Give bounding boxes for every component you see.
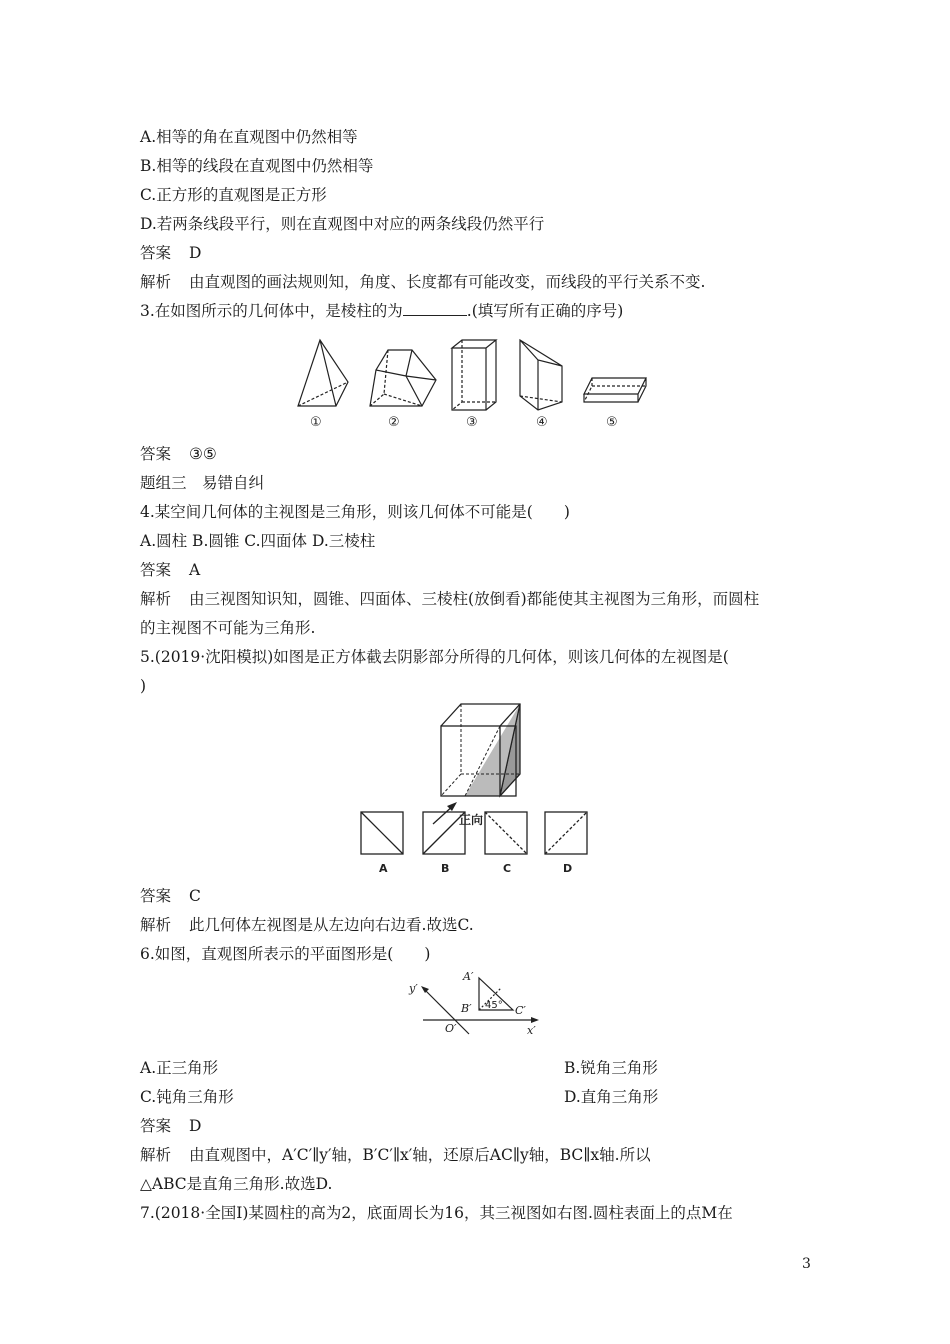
question-5-cont: ) bbox=[140, 677, 147, 695]
question-6: 6.如图，直观图所表示的平面图形是( ) bbox=[140, 945, 431, 963]
cube-figure bbox=[355, 700, 605, 880]
option-b: B.锐角三角形 bbox=[564, 1059, 658, 1077]
question-6-options-row2 bbox=[140, 1087, 659, 1107]
option-label-a: A bbox=[379, 862, 388, 875]
explanation-q2 bbox=[140, 272, 705, 292]
label-a-prime: A′ bbox=[463, 970, 474, 983]
option-d-line: D.若两条线段平行，则在直观图中对应的两条线段仍然平行 bbox=[140, 215, 545, 233]
option-a: A.正三角形 bbox=[140, 1059, 219, 1077]
direction-label: 正向 bbox=[459, 813, 484, 827]
explanation-q4-cont: 的主视图不可能为三角形. bbox=[140, 619, 316, 637]
solids-figure bbox=[290, 336, 660, 436]
group-heading: 题组三 易错自纠 bbox=[140, 474, 265, 492]
option-label-b: B bbox=[441, 862, 450, 875]
answer-value: ③⑤ bbox=[189, 445, 217, 463]
fig-label-5: ⑤ bbox=[606, 415, 618, 430]
explanation-q4 bbox=[140, 589, 759, 609]
question-4-options: A.圆柱 B.圆锥 C.四面体 D.三棱柱 bbox=[140, 532, 376, 550]
answer-label: 答案 bbox=[140, 887, 172, 905]
answer-q3 bbox=[140, 444, 217, 464]
explanation-q6-cont: △ABC是直角三角形.故选D. bbox=[140, 1175, 333, 1193]
explanation-text: 由直观图的画法规则知，角度、长度都有可能改变，而线段的平行关系不变. bbox=[189, 273, 706, 291]
label-o-prime: O′ bbox=[445, 1022, 457, 1035]
fig-label-1: ① bbox=[310, 415, 322, 430]
answer-label: 答案 bbox=[140, 561, 172, 579]
explanation-label: 解析 bbox=[140, 273, 172, 291]
question-7: 7.(2018·全国Ⅰ)某圆柱的高为2，底面周长为16，其三视图如右图.圆柱表面上的点M在 bbox=[140, 1204, 733, 1222]
answer-label: 答案 bbox=[140, 244, 172, 262]
answer-value: C bbox=[189, 887, 201, 905]
explanation-text: 由三视图知识知，圆锥、四面体、三棱柱(放倒看)都能使其主视图为三角形，而圆柱 bbox=[189, 590, 760, 608]
fig-label-3: ③ bbox=[466, 415, 478, 430]
option-b-line: B.相等的线段在直观图中仍然相等 bbox=[140, 157, 374, 175]
label-c-prime: C′ bbox=[515, 1004, 526, 1017]
explanation-q6 bbox=[140, 1145, 651, 1165]
question-3-text: 3.在如图所示的几何体中，是棱柱的为 bbox=[140, 302, 403, 320]
explanation-text: 由直观图中，A′C′∥y′轴，B′C′∥x′轴，还原后AC∥y轴，BC∥x轴.所以 bbox=[189, 1146, 651, 1164]
explanation-label: 解析 bbox=[140, 590, 172, 608]
answer-q2 bbox=[140, 243, 201, 263]
answer-label: 答案 bbox=[140, 1117, 172, 1135]
answer-q4 bbox=[140, 560, 200, 580]
answer-q6 bbox=[140, 1116, 201, 1136]
answer-value: D bbox=[189, 1117, 202, 1135]
answer-label: 答案 bbox=[140, 445, 172, 463]
angle-label: 45° bbox=[485, 1000, 503, 1011]
label-b-prime: B′ bbox=[461, 1002, 472, 1015]
question-4: 4.某空间几何体的主视图是三角形，则该几何体不可能是( ) bbox=[140, 503, 570, 521]
question-3-suffix: .(填写所有正确的序号) bbox=[466, 302, 624, 320]
question-3 bbox=[140, 301, 623, 321]
label-x-prime: x′ bbox=[527, 1024, 536, 1037]
page-number: 3 bbox=[802, 1256, 811, 1272]
question-6-options-row1 bbox=[140, 1058, 658, 1078]
oblique-figure bbox=[405, 966, 545, 1038]
explanation-q5 bbox=[140, 915, 474, 935]
answer-blank[interactable] bbox=[403, 301, 467, 316]
explanation-label: 解析 bbox=[140, 1146, 172, 1164]
option-label-c: C bbox=[503, 862, 512, 875]
option-d: D.直角三角形 bbox=[564, 1088, 659, 1106]
answer-q5 bbox=[140, 886, 201, 906]
answer-value: D bbox=[189, 244, 202, 262]
option-c-line: C.正方形的直观图是正方形 bbox=[140, 186, 327, 204]
fig-label-2: ② bbox=[388, 415, 400, 430]
explanation-label: 解析 bbox=[140, 916, 172, 934]
explanation-text: 此几何体左视图是从左边向右边看.故选C. bbox=[189, 916, 474, 934]
option-c: C.钝角三角形 bbox=[140, 1088, 234, 1106]
option-a-line: A.相等的角在直观图中仍然相等 bbox=[140, 128, 358, 146]
label-y-prime: y′ bbox=[409, 982, 418, 995]
fig-label-4: ④ bbox=[536, 415, 548, 430]
question-5: 5.(2019·沈阳模拟)如图是正方体截去阴影部分所得的几何体，则该几何体的左视图是( bbox=[140, 648, 729, 666]
option-label-d: D bbox=[563, 862, 573, 875]
answer-value: A bbox=[189, 561, 201, 579]
